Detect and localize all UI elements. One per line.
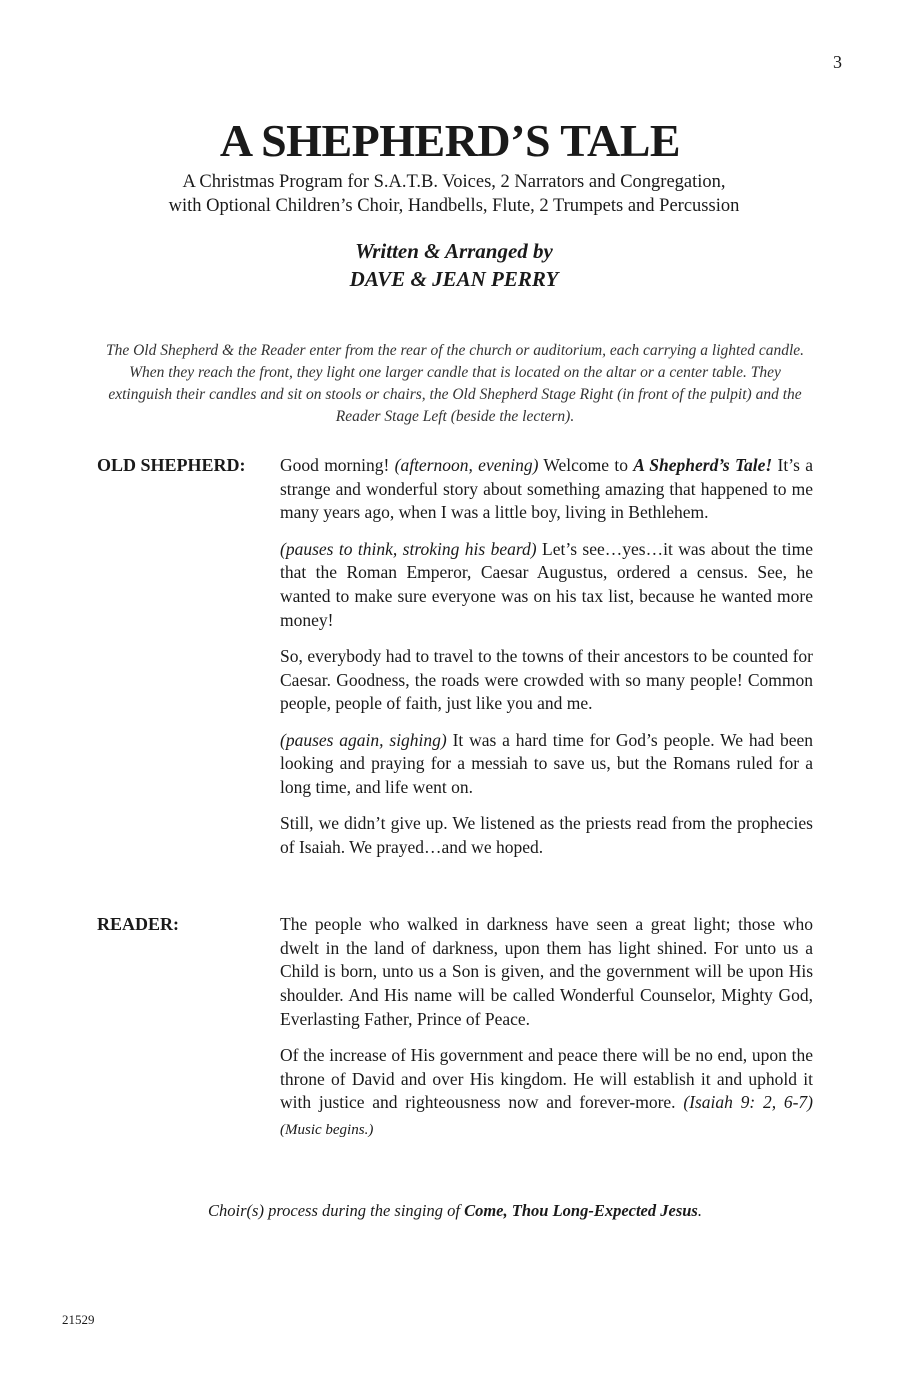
speech-paragraph: Still, we didn’t give up. We listened as the priests read from the prophecies of Isaiah. We prayed…and we hoped. [280,813,813,857]
speaker-old-shepherd: OLD SHEPHERD: [97,455,246,475]
speech-paragraph: (pauses again, sighing) It was a hard time for God’s people. We had been looking and praying for a messiah to save us, but the Romans ruled for a long time, and life went on. [280,729,813,797]
reader-speech [280,913,813,1155]
catalog-number: 21529 [62,1312,95,1327]
speech-paragraph: Good morning! (afternoon, evening) Welcome to A Shepherd’s Tale! It’s a strange and wonderful story about something amazing that happened to me many years ago, when I was a little boy, living in Bethlehem. [280,455,813,523]
speech-paragraph: (pauses to think, stroking his beard) Let’s see…yes…it was about the time that the Roman Emperor, Caesar Augustus, ordered a census. See, he wanted to make sure everyone was on his tax list, because he wanted more money! [280,538,813,630]
credit-line: Written & Arranged by [355,239,553,263]
author-names: DAVE & JEAN PERRY [349,267,559,291]
page-number: 3 [833,52,842,72]
subtitle-line: with Optional Children’s Choir, Handbells, Flute, 2 Trumpets and Percussion [168,196,740,216]
stage-direction-closing: Choir(s) process during the singing of Come, Thou Long-Expected Jesus. [208,1201,702,1220]
stage-direction-intro: The Old Shepherd & the Reader enter from the rear of the church or auditorium, each carrying a lighted candle. When they reach the front, they light one larger candle that is located on the altar or a center table. They extinguish their candles and sit on stools or chairs, the Old Shepherd Stage Right (in front of the pulpit) and the Reader Stage Left (beside the lectern). [105,342,805,425]
song-title: Come, Thou Long-Expected Jesus [464,1201,698,1220]
subtitle [0,170,900,218]
subtitle-line: A Christmas Program for S.A.T.B. Voices, 2 Narrators and Congregation, [182,172,726,192]
speech-paragraph: Of the increase of His government and peace there will be no end, upon the throne of David and over His kingdom. He will establish it and uphold it with justice and righteousness now and forever-more. (Isaiah 9: 2, 6-7) (Music begins.) [280,1045,813,1139]
speaker-reader: READER: [97,914,180,934]
credits [0,237,900,293]
old-shepherd-speech [280,454,813,872]
speech-paragraph: So, everybody had to travel to the towns of their ancestors to be counted for Caesar. Goodness, the roads were crowded with so many people! Common people, people of faith, just like you and me. [280,645,813,714]
speech-paragraph: The people who walked in darkness have seen a great light; those who dwelt in the land of darkness, upon them has light shined. For unto us a Child is born, unto us a Son is given, and the government will be upon His shoulder. And His name will be called Wonderful Counselor, Mighty God, Everlasting Father, Prince of Peace. [280,914,813,1029]
page-title: A SHEPHERD’S TALE [219,115,681,166]
